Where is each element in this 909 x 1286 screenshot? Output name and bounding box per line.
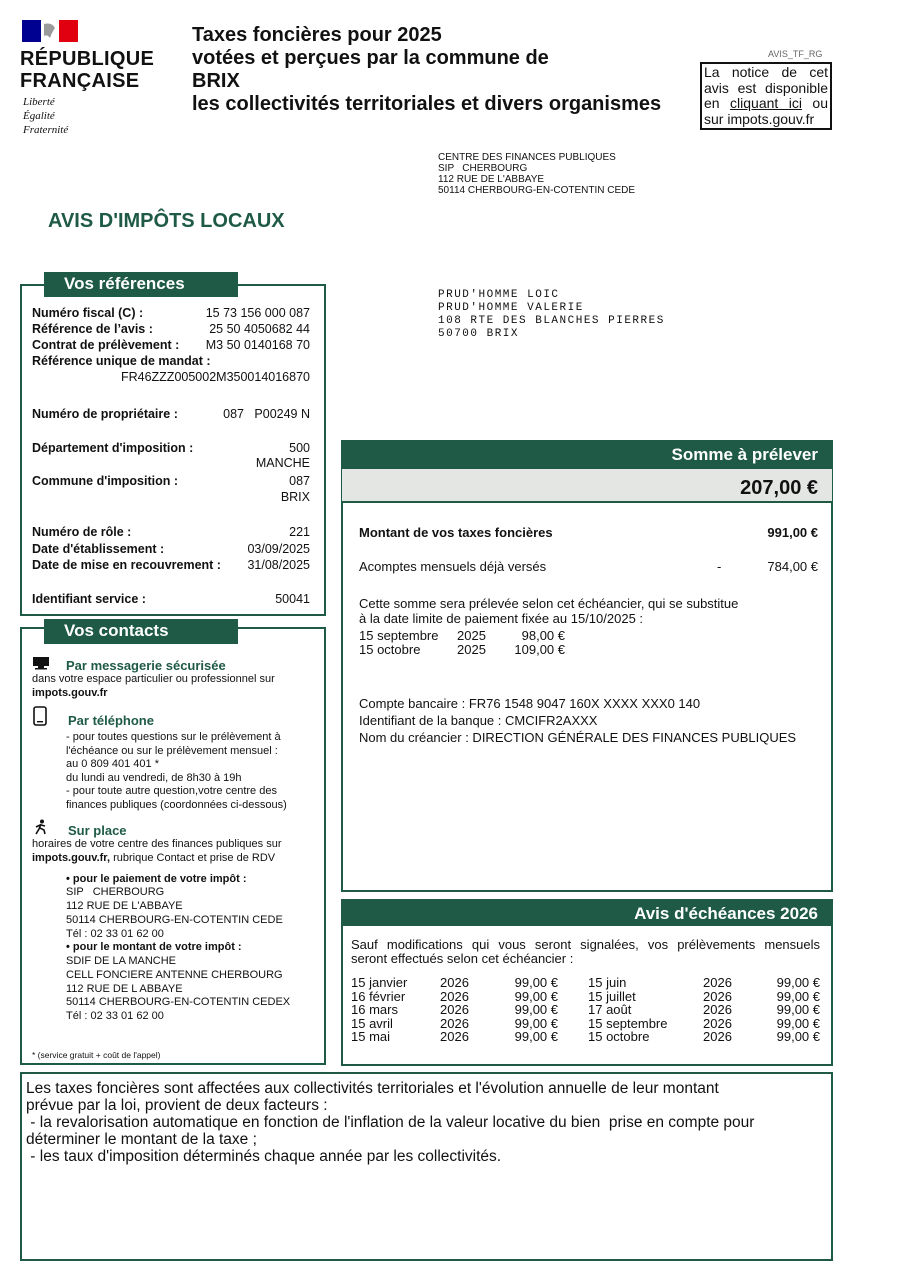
role-value: 221 — [289, 525, 310, 539]
echeances-left-list — [351, 976, 561, 1046]
echeance-amount: 99,00 € — [514, 1029, 558, 1044]
notice-post: ou sur impots.gouv.fr — [704, 95, 828, 127]
role-label: Numéro de rôle : — [32, 525, 132, 539]
header-title-line1: Taxes foncières pour 2025 — [192, 24, 442, 46]
amt-line4: 50114 CHERBOURG-EN-COTENTIN CEDEX — [66, 996, 291, 1008]
sender-line2: SIP CHERBOURG — [438, 163, 528, 174]
tel-line4: du lundi au vendredi, de 8h30 à 19h — [66, 772, 242, 784]
recipient-line3: 108 RTE DES BLANCHES PIERRES — [438, 315, 665, 327]
departement-label: Département d'imposition : — [32, 441, 194, 455]
etablissement-label: Date d'établissement : — [32, 542, 165, 556]
tel-line2: l'échéance ou sur le prélèvement mensuel : — [66, 745, 278, 757]
echeance-amount: 99,00 € — [514, 975, 558, 990]
departement-code: 500 — [289, 441, 310, 455]
place-title: Sur place — [68, 823, 127, 838]
computer-icon — [32, 656, 50, 670]
tel-title: Par téléphone — [68, 713, 154, 728]
recipient-line1: PRUD'HOMME LOIC — [438, 289, 560, 301]
echeance-date: 16 février — [351, 988, 406, 1004]
echeances-intro-line2: seront effectués selon cet échéancier : — [351, 951, 574, 966]
proprietaire-label: Numéro de propriétaire : — [32, 407, 178, 421]
recouvrement-label: Date de mise en recouvrement : — [32, 558, 221, 572]
header-title-line3: BRIX — [192, 70, 240, 92]
republique-francaise-logo — [20, 18, 155, 136]
sched-date: 15 octobre — [359, 642, 421, 657]
notice-box — [700, 62, 832, 130]
logo-line1: RÉPUBLIQUE — [20, 48, 155, 70]
montant-label: Montant de vos taxes foncières — [359, 525, 553, 540]
mandat-label: Référence unique de mandat : — [32, 354, 211, 368]
tel-line5: - pour toute autre question,votre centre des — [66, 785, 277, 797]
footnote: * (service gratuit + coût de l'appel) — [32, 1050, 161, 1060]
compte-bancaire: Compte bancaire : FR76 1548 9047 160X XXXX XXX0 140 — [359, 696, 701, 711]
ref-avis-label: Référence de l’avis : — [32, 322, 153, 336]
sched-amount: 98,00 € — [521, 628, 565, 643]
echeance-amount: 99,00 € — [776, 1002, 820, 1017]
numero-fiscal-value: 15 73 156 000 087 — [205, 306, 310, 320]
logo-line2: FRANÇAISE — [20, 70, 140, 92]
doc-title: AVIS D'IMPÔTS LOCAUX — [48, 210, 285, 232]
info-line2: prévue par la loi, provient de deux facteurs : — [26, 1097, 328, 1114]
echeance-year: 2026 — [703, 1002, 732, 1017]
echeance-date: 17 août — [588, 1002, 632, 1017]
echeance-row — [351, 976, 561, 990]
echeance-year: 2026 — [440, 1015, 469, 1031]
echeance-row — [351, 1003, 561, 1017]
echeance-amount: 99,00 € — [776, 1015, 820, 1031]
proprietaire-value: 087 P00249 N — [223, 407, 310, 421]
echeance-date: 15 avril — [351, 1015, 393, 1031]
pay-line3: 50114 CHERBOURG-EN-COTENTIN CEDE — [66, 914, 283, 926]
tel-line6: finances publiques (coordonnées ci-dessous) — [66, 799, 287, 811]
echeance-year: 2026 — [703, 988, 732, 1004]
echeance-row — [351, 1030, 561, 1044]
marianne-flag-icon — [22, 20, 78, 46]
recipient-address — [438, 289, 665, 341]
amt-line5: Tél : 02 33 01 62 00 — [66, 1010, 164, 1022]
place-line1: horaires de votre centre des finances publiques sur — [32, 838, 282, 850]
place-line2-text: rubrique Contact et prise de RDV — [110, 852, 276, 864]
echeance-year: 2026 — [703, 1015, 732, 1031]
echeance-date: 15 mai — [351, 1029, 391, 1044]
amt-line3: 112 RUE DE L ABBAYE — [66, 983, 183, 995]
echeance-year: 2026 — [440, 1002, 469, 1017]
echeance-date: 15 septembre — [588, 1015, 668, 1031]
echeance-year: 2026 — [440, 988, 469, 1004]
echeance-row — [588, 976, 820, 990]
info-line1: Les taxes foncières sont affectées aux collectivités territoriales et l'évolution annuelle de leur montant — [26, 1080, 719, 1097]
info-line4: déterminer le montant de la taxe ; — [26, 1131, 257, 1148]
pay-line1: SIP CHERBOURG — [66, 886, 165, 898]
msg-text: dans votre espace particulier ou professionnel sur — [32, 673, 275, 685]
sender-line1: CENTRE DES FINANCES PUBLIQUES — [438, 152, 616, 163]
somme-title: Somme à prélever — [342, 441, 832, 469]
info-line5: - les taux d'imposition déterminés chaque année par les collectivités. — [26, 1148, 502, 1165]
somme-sched-line2: à la date limite de paiement fixée au 15/10/2025 : — [359, 611, 644, 626]
tel-line3: au 0 809 401 401 * — [66, 758, 159, 770]
echeance-date: 15 octobre — [588, 1029, 650, 1044]
logo-motto2: Égalité — [23, 110, 55, 122]
phone-icon — [33, 706, 47, 726]
header-title-line2: votées et perçues par la commune de — [192, 47, 549, 69]
mandat-value: FR46ZZZ005002M350014016870 — [120, 370, 310, 384]
echeance-date: 15 juillet — [588, 988, 636, 1004]
recipient-line2: PRUD'HOMME VALERIE — [438, 302, 584, 314]
echeance-year: 2026 — [440, 1029, 469, 1044]
contrat-value: M3 50 0140168 70 — [205, 338, 310, 352]
pay-line4: Tél : 02 33 01 62 00 — [66, 928, 164, 940]
person-walking-icon — [33, 819, 49, 835]
header-title — [192, 24, 661, 116]
logo-motto3: Fraternité — [23, 124, 69, 136]
info-text — [26, 1080, 754, 1165]
commune-label: Commune d'imposition : — [32, 474, 179, 488]
references-tab: Vos références — [44, 272, 238, 297]
echeance-date: 15 juin — [588, 975, 627, 990]
sched-amount: 109,00 € — [514, 642, 565, 657]
msg-title: Par messagerie sécurisée — [66, 658, 226, 673]
sender-address — [438, 152, 635, 196]
sched-year: 2025 — [457, 628, 486, 643]
echeance-amount: 99,00 € — [776, 1029, 820, 1044]
echeances-intro-line1: Sauf modifications qui vous seront signalées, vos prélèvements mensuels — [351, 937, 820, 952]
montant-value: 991,00 € — [767, 525, 818, 540]
etablissement-value: 03/09/2025 — [247, 542, 310, 556]
amt-line2: CELL FONCIERE ANTENNE CHERBOURG — [66, 969, 283, 981]
notice-pre: La notice de cet avis est disponible en — [704, 64, 828, 111]
place-line2 — [32, 852, 275, 866]
somme-amount: 207,00 € — [740, 477, 818, 499]
echeance-amount: 99,00 € — [776, 988, 820, 1004]
form-code: AVIS_TF_RG — [768, 49, 823, 59]
amt-line1: SDIF DE LA MANCHE — [66, 955, 177, 967]
pay-title-text: pour le paiement de votre impôt : — [72, 873, 247, 885]
tel-line1: - pour toutes questions sur le prélèvement à — [66, 731, 281, 743]
echeance-year: 2026 — [703, 975, 732, 990]
echeance-row — [588, 1003, 820, 1017]
info-line3: - la revalorisation automatique en fonction de l'inflation de la valeur locative du bien prise en compte pour — [26, 1114, 755, 1131]
pay-title: • pour le paiement de votre impôt : — [66, 873, 247, 885]
contrat-label: Contrat de prélèvement : — [32, 338, 180, 352]
departement-name: MANCHE — [255, 456, 310, 470]
pay-line2: 112 RUE DE L'ABBAYE — [66, 900, 183, 912]
service-value: 50041 — [275, 592, 310, 606]
echeance-row — [588, 1030, 820, 1044]
echeance-year: 2026 — [703, 1029, 732, 1044]
logo-motto1: Liberté — [23, 96, 55, 108]
acomptes-label: Acomptes mensuels déjà versés — [359, 559, 547, 574]
commune-name: BRIX — [280, 490, 310, 504]
echeances-right-list — [588, 976, 820, 1046]
place-link[interactable]: impots.gouv.fr, — [32, 852, 111, 864]
ref-avis-value: 25 50 4050682 44 — [209, 322, 310, 336]
amt-title-text: pour le montant de votre impôt : — [72, 941, 242, 953]
echeance-amount: 99,00 € — [514, 1002, 558, 1017]
recouvrement-value: 31/08/2025 — [247, 558, 310, 572]
nom-creancier: Nom du créancier : DIRECTION GÉNÉRALE DES FINANCES PUBLIQUES — [359, 730, 797, 745]
sender-line4: 50114 CHERBOURG-EN-COTENTIN CEDE — [438, 185, 636, 196]
echeance-year: 2026 — [440, 975, 469, 990]
amt-title: • pour le montant de votre impôt : — [66, 941, 242, 953]
commune-code: 087 — [289, 474, 310, 488]
somme-box — [341, 440, 833, 892]
msg-link[interactable]: impots.gouv.fr — [32, 687, 108, 699]
contacts-tab: Vos contacts — [44, 619, 238, 644]
recipient-line4: 50700 BRIX — [438, 328, 520, 340]
notice-link[interactable]: cliquant ici — [730, 95, 802, 111]
acomptes-sign: - — [717, 559, 722, 574]
echeance-amount: 99,00 € — [776, 975, 820, 990]
echeance-amount: 99,00 € — [514, 1015, 558, 1031]
sched-year: 2025 — [457, 642, 486, 657]
echeance-date: 15 janvier — [351, 975, 408, 990]
service-label: Identifiant service : — [32, 592, 146, 606]
echeance-date: 16 mars — [351, 1002, 398, 1017]
echeance-amount: 99,00 € — [514, 988, 558, 1004]
identifiant-banque: Identifiant de la banque : CMCIFR2AXXX — [359, 713, 598, 728]
numero-fiscal-label: Numéro fiscal (C) : — [32, 306, 144, 320]
acomptes-value: 784,00 € — [767, 559, 818, 574]
sender-line3: 112 RUE DE L'ABBAYE — [438, 174, 545, 185]
somme-sched-line1: Cette somme sera prélevée selon cet échéancier, qui se substitue — [359, 596, 739, 611]
sched-date: 15 septembre — [359, 628, 439, 643]
header-title-line4: les collectivités territoriales et divers organismes — [192, 93, 662, 115]
echeances-title: Avis d'échéances 2026 — [342, 900, 832, 926]
